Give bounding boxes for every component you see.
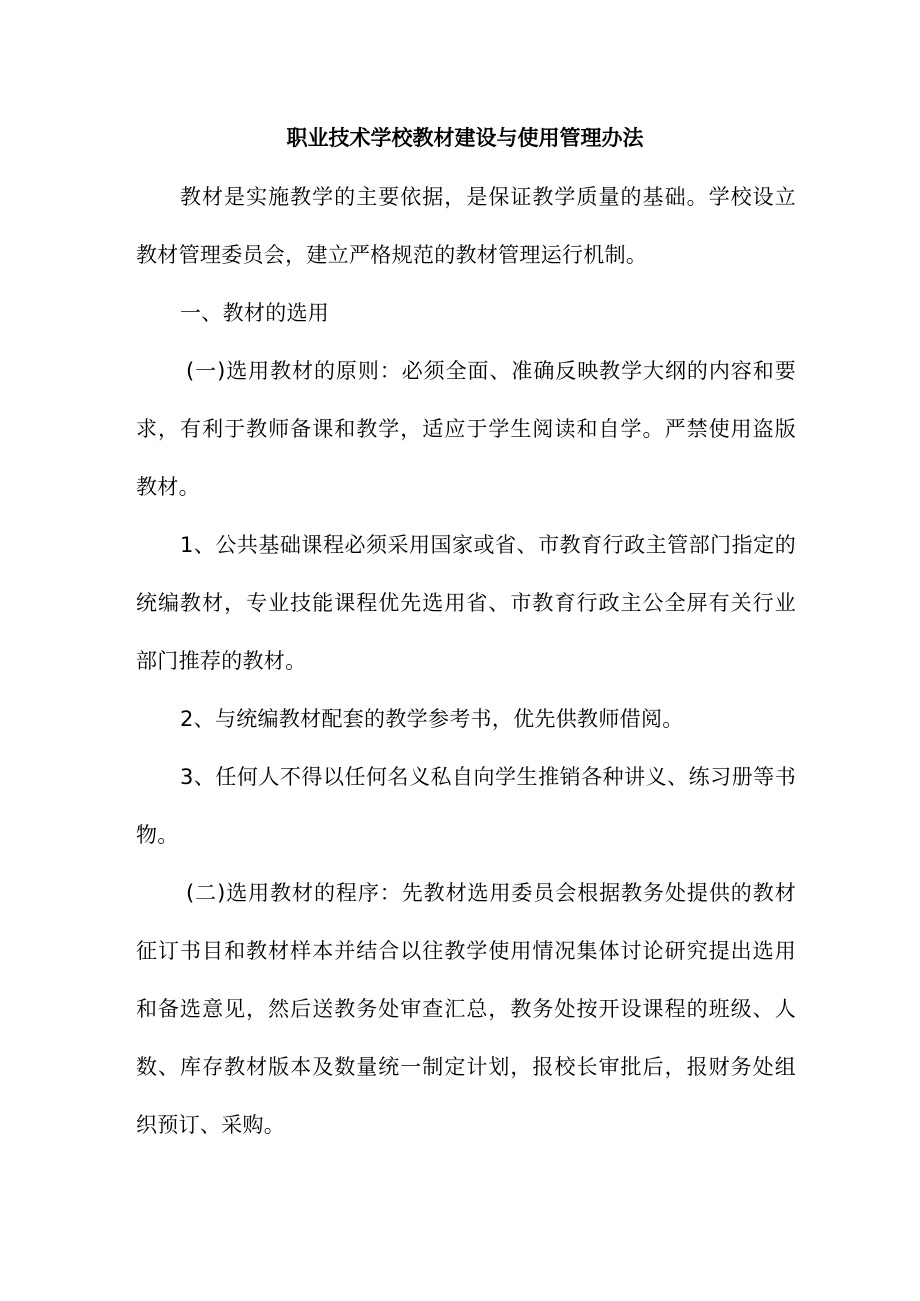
paragraph-selection-procedure: (二)选用教材的程序：先教材选用委员会根据教务处提供的教材征订书目和教材样本并结合以往教学使用情况集体讨论研究提出选用和备选意见，然后送教务处审查汇总，教务处按开设课程的班级、人数、库存教材版本及数量统一制定计划，报校长审批后，报财务处组织预订、采购。 (136, 881, 796, 1137)
paragraph-selection-principles: (一)选用教材的原则：必须全面、准确反映教学大纲的内容和要求，有利于教师备课和教学，适应于学生阅读和自学。严禁使用盗版教材。 (136, 359, 796, 499)
section-heading-textbook-selection: 一、教材的选用 (180, 301, 330, 325)
paragraph-item-3: 3、任何人不得以任何名义私自向学生推销各种讲义、练习册等书物。 (136, 765, 796, 847)
paragraph-item-1: 1、公共基础课程必须采用国家或省、市教育行政主管部门指定的统编教材，专业技能课程优先选用省、市教育行政主公全屏有关行业部门推荐的教材。 (136, 533, 796, 673)
document-title: 职业技术学校教材建设与使用管理办法 (286, 126, 644, 150)
paragraph-item-2: 2、与统编教材配套的教学参考书，优先供教师借阅。 (180, 707, 684, 731)
paragraph-intro: 教材是实施教学的主要依据，是保证教学质量的基础。学校设立教材管理委员会，建立严格规范的教材管理运行机制。 (136, 185, 796, 267)
